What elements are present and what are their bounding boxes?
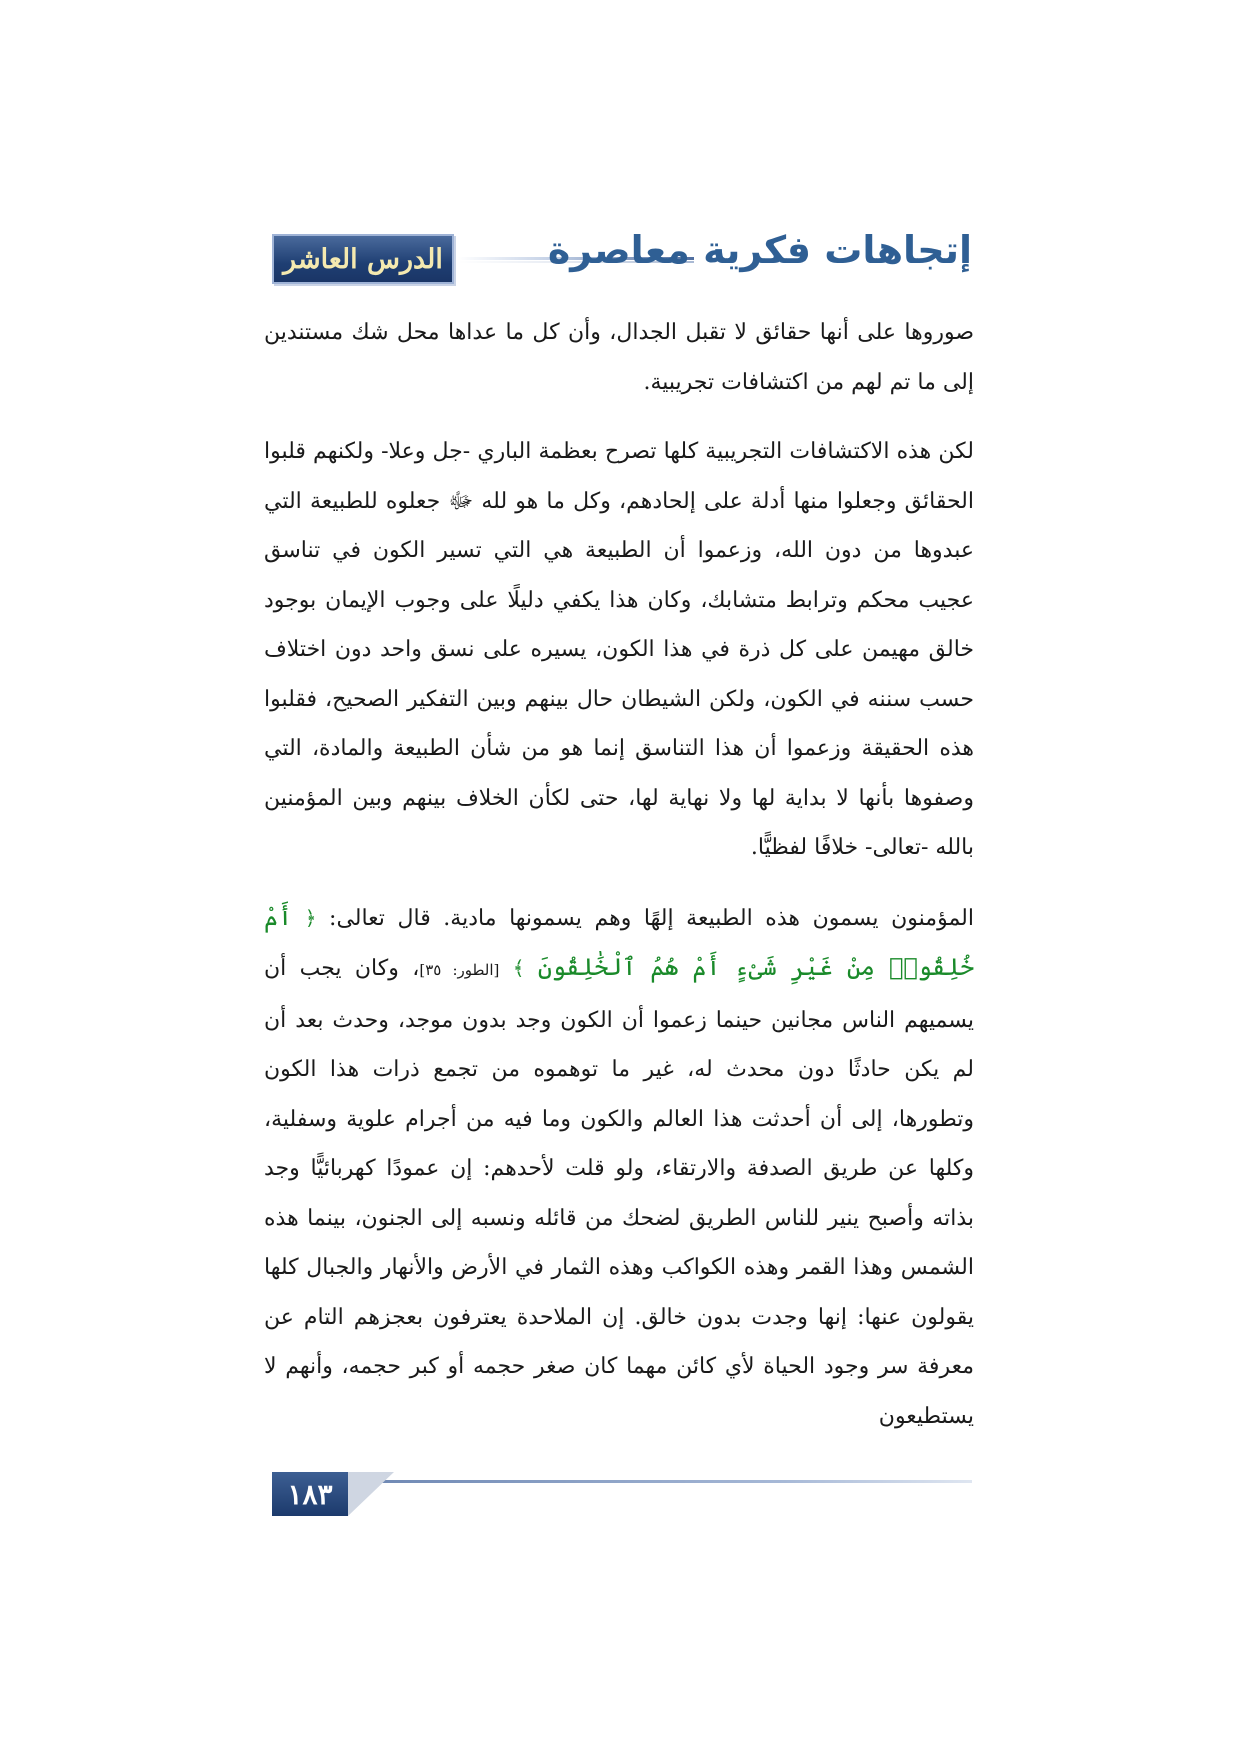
- paragraph-3-intro: المؤمنون يسمون هذه الطبيعة إلهًا وهم يسمونها مادية. قال تعالى:: [329, 905, 974, 931]
- book-title: إتجاهات فكرية معاصرة: [547, 228, 972, 272]
- quran-bracket-open: ﴿: [304, 905, 317, 930]
- page-number: ١٨٣: [287, 1477, 333, 1511]
- lesson-badge: [272, 234, 454, 284]
- page-number-badge: [272, 1472, 348, 1516]
- lesson-label: الدرس العاشر: [283, 243, 443, 275]
- page-number-wedge: [348, 1472, 394, 1516]
- verse-reference: [الطور: ٣٥]: [419, 961, 500, 979]
- page-header: [272, 228, 972, 288]
- paragraph-2: لكن هذه الاكتشافات التجريبية كلها تصرح بعظمة الباري -جل وعلا- ولكنهم قلبوا الحقائق وجعلوا منها أدلة على إلحادهم، وكل ما هو لله ﷻ جعلوه للطبيعة التي عبدوها من دون الله، وزعموا أن الطبيعة هي التي تسير الكون في تناسق عجيب محكم وترابط متشابك، وكان هذا يكفي دليلًا على وجوب الإيمان بوجود خالق مهيمن على كل ذرة في هذا الكون، يسيره على نسق واحد دون اختلاف حسب سننه في الكون، ولكن الشيطان حال بينهم وبين التفكير الصحيح، فقلبوا هذه الحقيقة وزعموا أن هذا التناسق إنما هو من شأن الطبيعة والمادة، التي وصفوها بأنها لا بداية لها ولا نهاية لها، حتى لكأن الخلاف بينهم وبين المؤمنين بالله -تعالى- خلافًا لفظيًّا.: [264, 439, 974, 860]
- page-footer: [272, 1472, 972, 1520]
- footer-divider: [348, 1480, 972, 1483]
- paragraph-3-rest: ، وكان يجب أن يسميهم الناس مجانين حينما زعموا أن الكون وجد بدون موجد، وحدث بعد أن لم يكن حادثًا دون محدث له، غير ما توهموه من تجمع ذرات هذا الكون وتطورها، إلى أن أحدثت هذا العالم والكون وما فيه من أجرام علوية وسفلية، وكلها عن طريق الصدفة والارتقاء، ولو قلت لأحدهم: إن عمودًا كهربائيًّا وجد بذاته وأصبح ينير للناس الطريق لضحك من قائله ونسبه إلى الجنون، بينما هذه الشمس وهذا القمر وهذه الكواكب وهذه الثمار في الأرض والأنهار والجبال كلها يقولون عنها: إنها وجدت بدون خالق. إن الملاحدة يعترفون بعجزهم التام عن معرفة سر وجود الحياة لأي كائن مهما كان صغر حجمه أو كبر حجمه، وأنهم لا يستطيعون: [264, 956, 974, 1429]
- page-body: [264, 308, 974, 1461]
- quran-verse: أَمْ خُلِقُوا۟ مِنْ غَيْرِ شَىْءٍ أَمْ هُمُ ٱلْخَٰلِقُونَ: [264, 902, 975, 981]
- quran-bracket-close: ﴾: [512, 956, 525, 980]
- paragraph-1: صوروها على أنها حقائق لا تقبل الجدال، وأن كل ما عداها محل شك مستندين إلى ما تم لهم من اكتشافات تجريبية.: [264, 320, 974, 395]
- paragraph-3: [264, 893, 974, 1442]
